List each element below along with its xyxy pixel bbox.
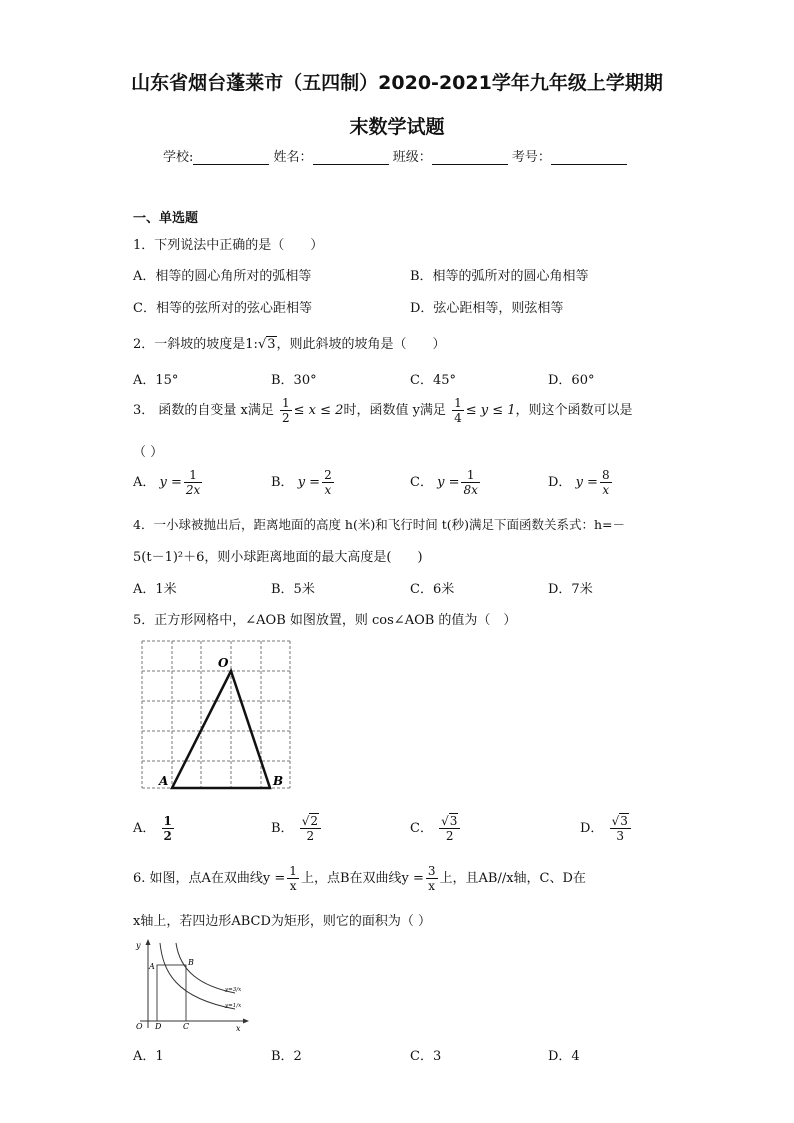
q3-stem-line2: （ ） (133, 445, 164, 460)
q6-stem: 6. 如图，点A在双曲线y = $\frac{1}{x}$ 上，点B在双曲线y = $\frac{3}{x}$ 上，且AB//x轴，C、D在 (133, 864, 586, 893)
q3-option-d: D． y = $\frac{8}{x}$ (548, 468, 610, 497)
q3-frac-half: $\frac{1}{2}$ (282, 396, 290, 425)
section-heading: 一、单选题 (133, 211, 199, 226)
label-b: B (188, 958, 194, 967)
label-b: B (273, 774, 284, 788)
school-label: 学校: (163, 150, 194, 165)
q2-option-c: C．45° (410, 373, 456, 388)
q5-option-b: B． $\frac{√2}{2}$ (271, 814, 323, 843)
q3-option-a: A． y = $\frac{1}{2x}$ (133, 468, 201, 497)
triangle-aob (172, 671, 270, 788)
label-a: A (149, 962, 155, 971)
q3-stem (133, 396, 633, 425)
q1-option-b: B．相等的弧所对的圆心角相等 (410, 269, 589, 284)
q3-stem-a: 3． 函数的自变量 x满足 (133, 403, 274, 418)
curve-y-3-over-x (176, 943, 235, 993)
page-title-line2: 末数学试题 (349, 116, 445, 138)
q3-ineq2: ≤ y ≤ 1 (465, 403, 516, 418)
q6-option-c: C．3 (410, 1049, 442, 1064)
q3-stem-c: ，则这个函数可以是 (515, 403, 633, 418)
label-y: y (136, 941, 141, 950)
label-c: C (183, 1022, 190, 1031)
label-x: x (236, 1024, 241, 1033)
q3-option-c: C． y = $\frac{1}{8x}$ (410, 468, 478, 497)
q5-option-d: D． $\frac{√3}{3}$ (580, 814, 633, 843)
label-a: A (159, 774, 169, 788)
q2-option-a: A．15° (133, 373, 179, 388)
q1-option-c: C．相等的弦所对的弦心距相等 (133, 301, 312, 316)
q2-ratio: 1: (245, 337, 258, 352)
label-d: D (155, 1022, 162, 1031)
q2-stem-pre: 2．一斜坡的坡度是 (133, 337, 246, 352)
q2-stem-post: ，则此斜坡的坡角是（ ） (276, 337, 446, 352)
q4-stem-line1: 4．一小球被抛出后，距离地面的高度 h(米)和飞行时间 t(秒)满足下面函数关系式：h=－ (133, 517, 626, 532)
q2-stem: 2．一斜坡的坡度是1:√3，则此斜坡的坡角是（ ） (133, 337, 446, 352)
label-o: O (136, 1022, 143, 1031)
q1-option-a: A．相等的圆心角所对的弧相等 (133, 269, 312, 284)
q3-option-b: B． y = $\frac{2}{x}$ (271, 468, 332, 497)
exam-no-label: 考号： (511, 150, 551, 165)
q2-option-b: B．30° (271, 373, 317, 388)
q2-sqrt-arg: 3 (267, 337, 276, 352)
q5-option-a: A． $\frac{1}{2}$ (133, 814, 172, 843)
q3-stem-b: 时，函数值 y满足 (343, 403, 446, 418)
q6-hyperbola-figure (130, 936, 255, 1036)
page-title: 山东省烟台蓬莱市（五四制）2020-2021学年九年级上学期期 (131, 72, 663, 94)
curve-y-1-over-x (160, 943, 235, 1009)
class-label: 班级： (392, 150, 432, 165)
q6-option-d: D．4 (548, 1049, 580, 1064)
q5-option-c: C． $\frac{√3}{2}$ (410, 814, 462, 843)
label-o: O (218, 656, 229, 670)
q3-frac-quarter: $\frac{1}{4}$ (454, 396, 462, 425)
q3-ineq1: ≤ x ≤ 2 (293, 403, 344, 418)
student-info-line (163, 146, 627, 165)
q5-grid-figure (135, 636, 300, 796)
school-blank (193, 150, 269, 165)
label-curve3: y=3/x (225, 987, 242, 993)
q4-option-a: A．1米 (133, 582, 177, 597)
q5-stem: 5．正方形网格中，∠AOB 如图放置，则 cos∠AOB 的值为（ ） (133, 613, 517, 628)
rectangle-abcd (157, 965, 186, 1021)
q2-option-d: D．60° (548, 373, 595, 388)
q6-stem-line2: x轴上，若四边形ABCD为矩形，则它的面积为（ ） (133, 914, 432, 929)
class-blank (432, 150, 508, 165)
q4-option-b: B．5米 (271, 582, 315, 597)
q6-option-b: B．2 (271, 1049, 302, 1064)
x-axis-arrow (243, 1019, 249, 1024)
q6-option-a: A．1 (133, 1049, 164, 1064)
grid-lines (142, 641, 290, 788)
exam-no-blank (551, 150, 627, 165)
q4-option-c: C．6米 (410, 582, 455, 597)
label-curve1: y=1/x (225, 1003, 242, 1009)
q4-option-d: D．7米 (548, 582, 593, 597)
y-axis-arrow (146, 939, 151, 945)
q1-option-d: D．弦心距相等，则弦相等 (410, 301, 564, 316)
name-blank (313, 150, 389, 165)
q1-stem: 1．下列说法中正确的是（ ） (133, 238, 324, 253)
name-label: 姓名： (273, 150, 313, 165)
q4-stem-line2: 5(t－1)²＋6，则小球距离地面的最大高度是( ) (133, 550, 423, 565)
